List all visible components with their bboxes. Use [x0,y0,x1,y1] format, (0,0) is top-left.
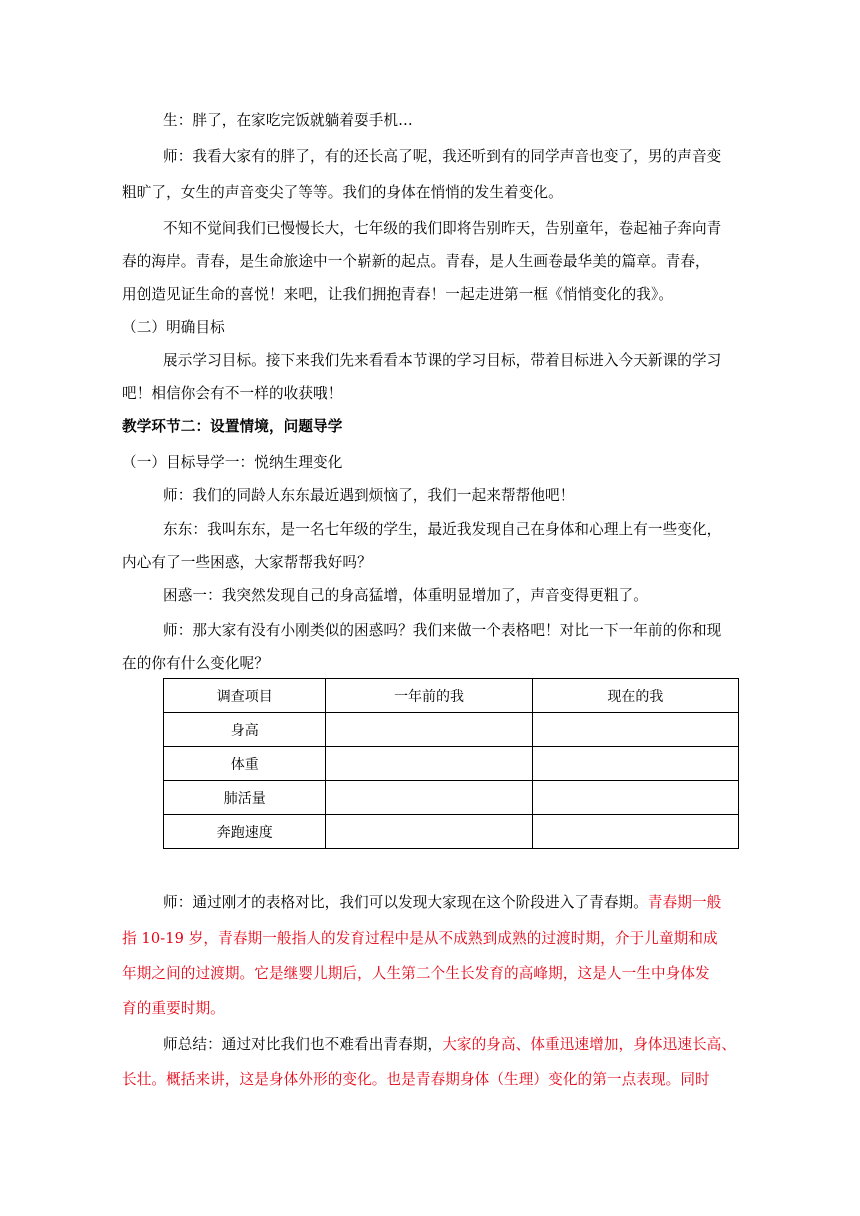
highlighted-text: 指 10-19 岁，青春期一般指人的发育过程中是从不成熟到成熟的过渡时期，介于儿童期和成 [122,930,718,947]
table-cell-empty [532,713,738,747]
section-heading: （二）明确目标 [122,319,225,336]
paragraph-line: 粗旷了，女生的声音变尖了等等。我们的身体在悄悄的发生着变化。 [122,184,563,201]
paragraph-line: 吧！相信你会有不一样的收获哦！ [122,385,343,402]
paragraph-line: 春的海岸。青春，是生命旅途中一个崭新的起点。青春，是人生画卷最华美的篇章。青春， [122,253,710,270]
table-cell-empty [532,815,738,849]
table-header-row [164,679,739,713]
table-row-label: 身高 [164,713,326,747]
highlighted-text: 年期之间的过渡期。它是继婴儿期后，人生第二个生长发育的高峰期，这是人一生中身体发 [122,965,710,982]
table-cell-empty [326,713,532,747]
table-cell-empty [326,747,532,781]
table-row-label: 肺活量 [164,781,326,815]
table-cell-empty [532,781,738,815]
paragraph-line: 在的你有什么变化呢？ [122,655,269,672]
table-row [164,713,739,747]
table-header-cell: 一年前的我 [326,679,532,713]
table-row [164,781,739,815]
teaching-step-heading: 教学环节二：设置情境，问题导学 [122,418,343,435]
text-span: 师总结：通过对比我们也不难看出青春期， [163,1036,443,1053]
table-header-cell: 调查项目 [164,679,326,713]
table-row-label: 奔跑速度 [164,815,326,849]
table-header-cell: 现在的我 [532,679,738,713]
table-row [164,815,739,849]
text-span: 师：通过刚才的表格对比，我们可以发现大家现在这个阶段进入了青春期。 [163,894,648,911]
table-row-label: 体重 [164,747,326,781]
table-cell-empty [326,781,532,815]
table-cell-empty [326,815,532,849]
highlighted-text: 育的重要时期。 [122,1000,225,1017]
paragraph-line: 生：胖了，在家吃完饭就躺着耍手机… [163,112,413,129]
paragraph-line: 用创造见证生命的喜悦！来吧，让我们拥抱青春！一起走进第一框《悄悄变化的我》。 [122,286,674,303]
table-cell-empty [532,747,738,781]
paragraph-line: 展示学习目标。接下来我们先来看看本节课的学习目标，带着目标进入今天新课的学习 [163,352,722,369]
table-row [164,747,739,781]
paragraph-line: 不知不觉间我们已慢慢长大，七年级的我们即将告别昨天，告别童年，卷起袖子奔向青 [163,220,722,237]
paragraph-line [163,1033,736,1054]
paragraph-line: 困惑一：我突然发现自己的身高猛增，体重明显增加了，声音变得更粗了。 [163,587,648,604]
paragraph-line [163,891,721,912]
section-heading: （一）目标导学一：悦纳生理变化 [122,454,343,471]
paragraph-line: 师：我们的同龄人东东最近遇到烦恼了，我们一起来帮帮他吧！ [163,487,575,504]
highlighted-text: 青春期一般 [647,894,722,911]
survey-table [163,678,739,849]
paragraph-line: 东东：我叫东东，是一名七年级的学生，最近我发现自己在身体和心理上有一些变化， [163,521,722,538]
paragraph-line: 内心有了一些困惑，大家帮帮我好吗？ [122,554,372,571]
paragraph-line: 师：我看大家有的胖了，有的还长高了呢，我还听到有的同学声音也变了，男的声音变 [163,148,722,165]
highlighted-text: 长壮。概括来讲，这是身体外形的变化。也是青春期身体（生理）变化的第一点表现。同时 [122,1071,710,1088]
highlighted-text: 大家的身高、体重迅速增加，身体迅速长高、 [442,1036,737,1053]
paragraph-line: 师：那大家有没有小刚类似的困惑吗？我们来做一个表格吧！对比一下一年前的你和现 [163,622,722,639]
